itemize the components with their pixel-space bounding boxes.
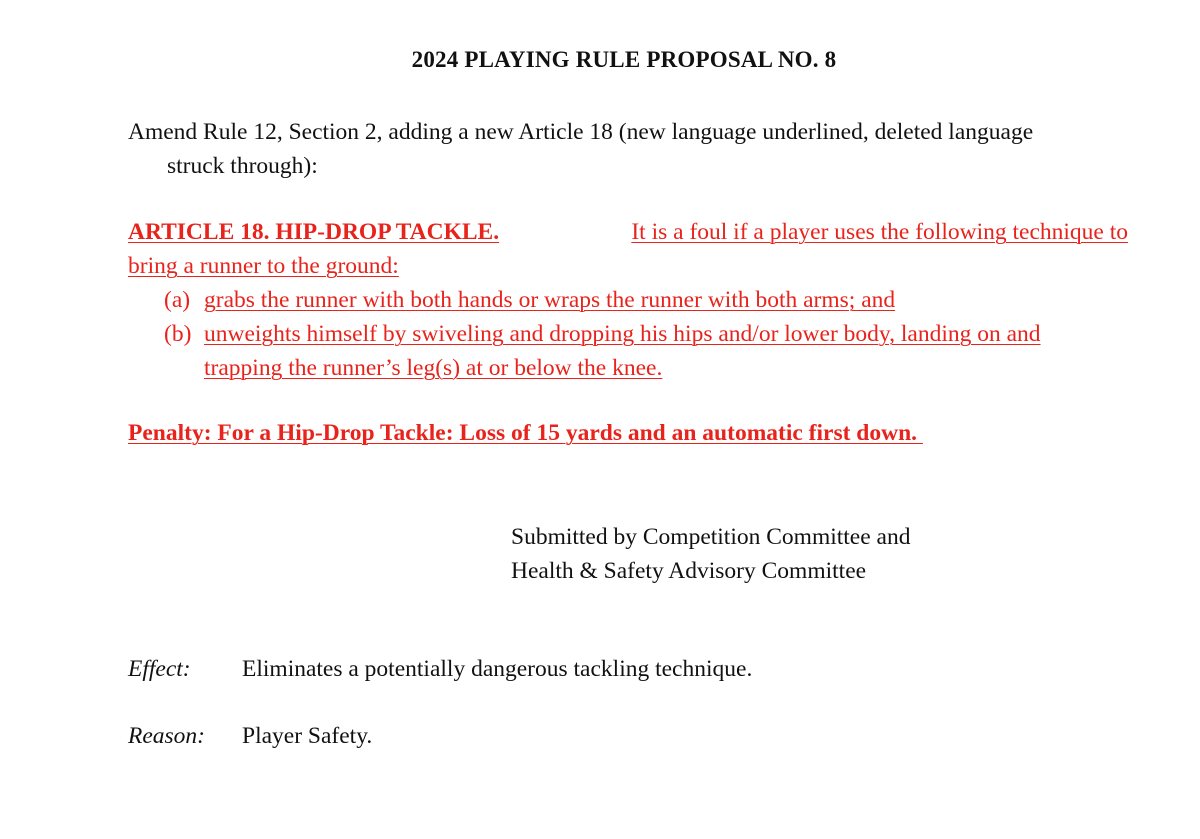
- item-text-continuation: trapping the runner’s leg(s) at or below the knee.: [204, 355, 663, 381]
- article-intro-part-2: bring a runner to the ground:: [128, 253, 399, 279]
- item-letter: (b): [164, 321, 192, 347]
- article-intro-part-1: It is a foul if a player uses the following technique to: [631, 219, 1128, 245]
- item-letter: (a): [164, 287, 191, 313]
- amend-instruction: [128, 115, 1128, 183]
- reason-row: [128, 723, 372, 750]
- article-item-b: [128, 317, 1128, 351]
- reason-text: Player Safety.: [242, 723, 373, 749]
- item-text: unweights himself by swiveling and dropping his hips and/or lower body, landing on and: [204, 321, 1041, 347]
- article-18: [128, 215, 1128, 385]
- amend-line-1: Amend Rule 12, Section 2, adding a new Article 18 (new language underlined, deleted language: [128, 119, 1034, 145]
- page-title: 2024 PLAYING RULE PROPOSAL NO. 8: [411, 47, 837, 72]
- submitted-line-2: Health & Safety Advisory Committee: [511, 558, 867, 584]
- effect-text: Eliminates a potentially dangerous tackling technique.: [242, 656, 753, 682]
- penalty-text: Penalty: For a Hip-Drop Tackle: Loss of 15 yards and an automatic first down.: [128, 420, 923, 446]
- item-text: grabs the runner with both hands or wraps the runner with both arms; and: [204, 287, 896, 313]
- effect-row: [128, 656, 752, 683]
- amend-line-2: struck through):: [167, 153, 318, 179]
- submitted-by: [511, 520, 910, 588]
- article-item-b-continuation: [128, 351, 1128, 385]
- reason-label: Reason:: [128, 723, 206, 749]
- article-item-a: [128, 283, 1128, 317]
- article-first-line: [128, 215, 1128, 249]
- article-intro-line-2: [128, 249, 1128, 283]
- effect-label: Effect:: [128, 656, 191, 682]
- submitted-line-1: Submitted by Competition Committee and: [511, 524, 911, 550]
- article-heading: ARTICLE 18. HIP-DROP TACKLE.: [128, 219, 500, 245]
